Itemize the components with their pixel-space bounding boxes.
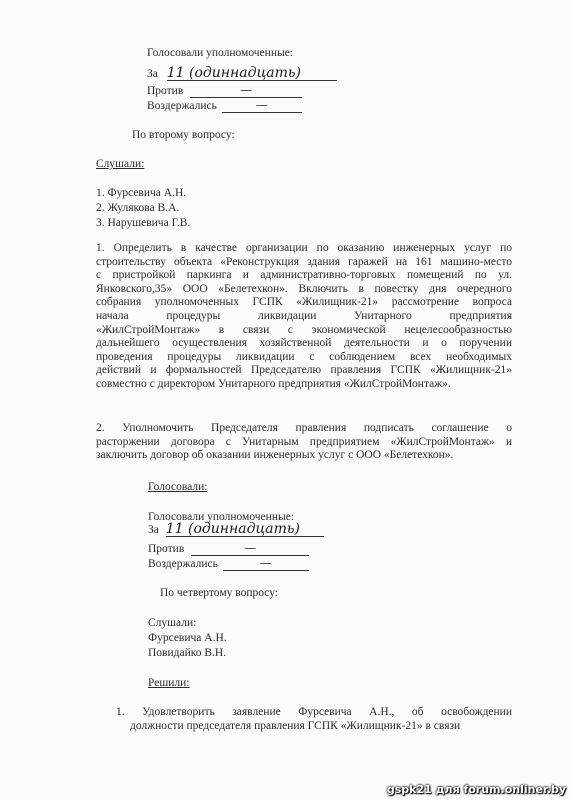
q2-speaker-1: 1. Фурсевича А.Н.	[96, 187, 187, 199]
vote1-za-label: За	[147, 68, 158, 80]
q4-speaker-2: Повидайко В.Н.	[148, 647, 227, 659]
vote2-title: Голосовали уполномоченные:	[148, 511, 294, 523]
q2-item-1-line: собрания уполномоченных ГСПК «Жилищник-21» рассмотрение вопроса	[96, 296, 512, 309]
q2-speaker-3: 3. Нарушевича Г.В.	[96, 217, 191, 229]
q2-heading: По второму вопросу:	[132, 129, 235, 141]
q2-item-1-line: совместно с директором Унитарного предприятия «ЖилСтройМонтаж».	[96, 377, 451, 390]
vote2-za	[148, 522, 324, 537]
vote2-za-label: За	[148, 524, 159, 536]
vote2-vozd-value: —	[223, 556, 309, 571]
vote1-vozd-value: —	[222, 98, 302, 113]
q2-item-1-line: действий и формальностей Председателю правления ГСПК «Жилищник-21»	[96, 364, 512, 377]
q2-item-2-line: заключить договор об оказании инженерных услуг с ООО «Белетехкон».	[96, 449, 454, 462]
vote2-protiv-label: Против	[148, 543, 185, 555]
vote2-za-value: 11 (одиннадцать)	[166, 522, 324, 537]
vote1-za-value: 11 (одиннадцать)	[167, 66, 337, 81]
q2-item-1-line: Янковского,35» ООО «Белетехкон». Включить в повестку дня очередного	[96, 282, 512, 295]
q4-speaker-1: Фурсевича А.Н.	[148, 632, 227, 644]
q2-item-1-line: 1. Определить в качестве организации по оказанию инженерных услуг по	[96, 242, 512, 254]
vote1-protiv-value: —	[190, 83, 302, 98]
q4-reshili: Решили:	[148, 677, 190, 689]
vote1-protiv-label: Против	[147, 85, 184, 97]
q4-item-1-line: должности председателя правления ГСПК «Жилищник-21» в связи	[130, 719, 461, 732]
q4-item-1-line: 1. Удовлетворить заявление Фурсевича А.Н., об освобождении	[116, 706, 512, 718]
vote1-vozd-label: Воздержались	[147, 100, 217, 112]
vote1-title: Голосовали уполномоченные:	[147, 47, 293, 59]
vote2-vozd-label: Воздержались	[148, 558, 218, 570]
q2-item-1-line: строительству объекта «Реконструкция здания гаражей на 161 машино-место	[96, 255, 512, 268]
q2-speaker-2: 2. Жулякова В.А.	[96, 202, 180, 214]
q2-item-1-line: с пристройкой паркинга и административно-торговых помещений по ул.	[96, 269, 512, 282]
q2-item-1-line: проведения процедуры ликвидации с соблюдением всех необходимых	[96, 350, 512, 363]
q2-item-2-line: расторжении договора с Унитарным предприятием «ЖилСтройМонтаж» и	[96, 435, 512, 448]
q2-item-1-line: дальнейшего осуществления хозяйственной деятельности и о поручении	[96, 337, 512, 350]
vote1-protiv	[147, 83, 302, 98]
q2-slushali: Слушали:	[96, 158, 145, 170]
q4-item-1	[116, 706, 512, 733]
q4-heading: По четвертому вопросу:	[160, 587, 279, 599]
q2-item-1-line: начала процедуры ликвидации Унитарного предприятия	[96, 309, 512, 322]
vote1-vozd	[147, 98, 302, 113]
q2-item-2	[96, 422, 512, 463]
vote2-protiv-value: —	[191, 541, 309, 556]
vote2-protiv	[148, 541, 309, 556]
vote2-heading: Голосовали:	[148, 481, 208, 493]
q2-item-1-line: «ЖилСтройМонтаж» в связи с экономической нецелесообразностью	[96, 323, 512, 336]
q2-item-1	[96, 242, 512, 392]
vote1-za	[147, 66, 337, 81]
q2-item-2-line: 2. Уполномочить Председателя правления подписать соглашение о	[96, 422, 512, 434]
vote2-vozd	[148, 556, 309, 571]
watermark: gspk21 для forum.onliner.by	[386, 783, 566, 796]
q4-slushali: Слушали:	[148, 617, 197, 629]
